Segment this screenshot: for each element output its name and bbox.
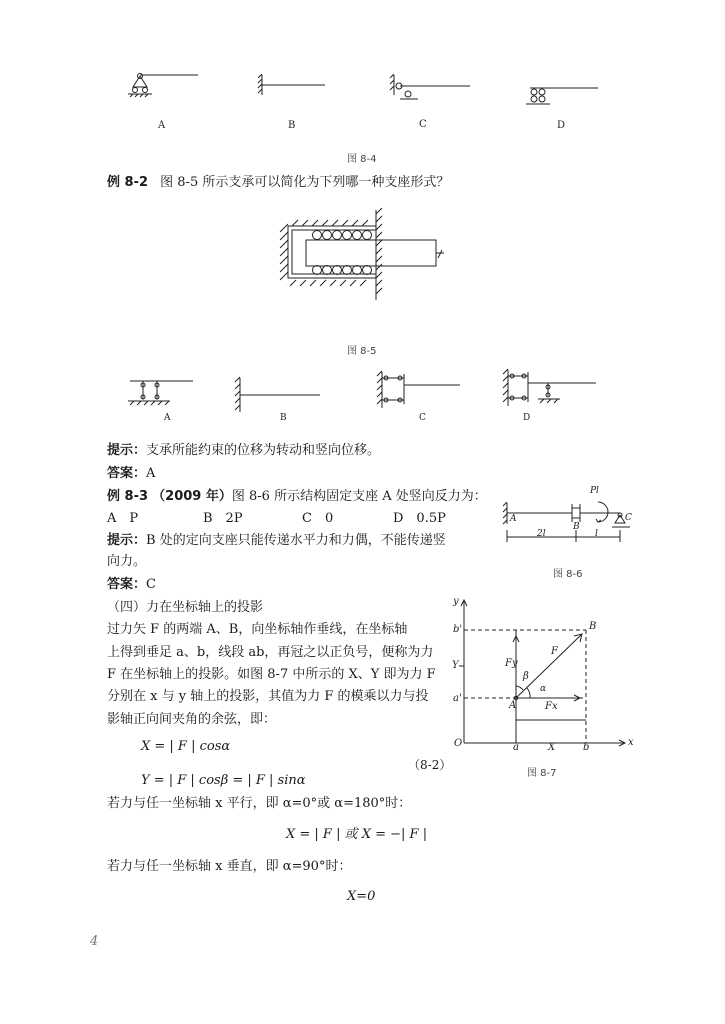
paragraph-line-2: 上得到垂足 a、b，线段 ab，再冠之以正负号，便称为力 — [107, 645, 434, 660]
equation-perpendicular: X=0 — [347, 889, 376, 904]
example-8-2-label: 例 8-2 — [107, 175, 149, 190]
fig86-label-l: l — [595, 529, 598, 539]
fig84-label-c: C — [419, 119, 427, 130]
fig85-opt-d: D — [523, 413, 531, 423]
paragraph-parallel: 若力与任一坐标轴 x 平行，即 α=0°或 α=180°时： — [107, 796, 412, 811]
fig87-y-axis-label: y — [453, 596, 459, 607]
fig85-opt-b: B — [280, 413, 287, 423]
fig87-fy-label: Fy — [505, 658, 518, 669]
answer-2-label: 答案： — [107, 577, 147, 592]
fig87-b-foot-label: b — [583, 742, 590, 753]
fig87-alpha-label: α — [540, 684, 547, 694]
answer-1-label: 答案： — [107, 466, 147, 481]
answer-2-text: C — [146, 577, 156, 592]
hint-2-label: 提示： — [107, 533, 147, 548]
fig87-beta-label: β — [523, 671, 529, 682]
fig84-label-b: B — [288, 120, 296, 131]
example-8-3-label: 例 8-3 — [107, 489, 149, 504]
fig86-label-a: A — [510, 514, 517, 524]
fig87-x-axis-label: x — [628, 737, 634, 748]
fig85-opt-c: C — [419, 413, 426, 423]
fig85-caption: 图 8-5 — [347, 346, 377, 357]
page-number: 4 — [90, 934, 99, 949]
option-d: D 0.5P — [393, 511, 446, 526]
fig86-label-b: B — [573, 522, 580, 532]
hint-2-line1: B 处的定向支座只能传递水平力和力偶，不能传递竖 — [146, 533, 446, 548]
equation-number: （8-2） — [408, 758, 452, 772]
fig86-label-2l: 2l — [537, 529, 546, 539]
paragraph-line-1: 过力矢 F 的两端 A、B，向坐标轴作垂线，在坐标轴 — [107, 622, 408, 637]
paragraph-line-5: 影轴正向间夹角的余弦，即： — [107, 712, 277, 727]
fig84-label-d: D — [557, 120, 566, 131]
fig84-label-a: A — [158, 120, 166, 131]
paragraph-line-4: 分别在 x 与 y 轴上的投影，其值为力 F 的模乘以力与投 — [107, 689, 429, 704]
fig87-b-point-label: B — [589, 621, 597, 632]
example-8-2-text: 图 8-5 所示支承可以简化为下列哪一种支座形式？ — [160, 175, 450, 190]
fig86-caption: 图 8-6 — [553, 569, 583, 580]
option-a: A P — [107, 511, 139, 526]
equation-parallel: X = | F | 或 X = −| F | — [286, 827, 428, 842]
fig86-label-c: C — [625, 513, 632, 523]
paragraph-perpendicular: 若力与任一坐标轴 x 垂直，即 α=90°时： — [107, 859, 352, 874]
hint-2-line2: 向力。 — [107, 554, 147, 569]
fig87-a-prime-label: a' — [453, 693, 462, 704]
equation-x: X = | F | cosα — [141, 739, 231, 754]
equation-y: Y = | F | cosβ = | F | sinα — [141, 773, 306, 788]
fig87-b-prime-label: b' — [453, 624, 463, 635]
fig87-a-foot-label: a — [513, 742, 519, 753]
section-title: （四）力在坐标轴上的投影 — [107, 600, 264, 615]
fig85-opt-a: A — [164, 413, 171, 423]
hint-1-label: 提示： — [107, 443, 147, 458]
fig84-caption: 图 8-4 — [347, 154, 377, 165]
example-8-3-year: （2009 年） — [152, 489, 232, 504]
fig87-x-proj-label: X — [548, 742, 556, 753]
fig87-a-point-label: A — [509, 700, 517, 711]
fig86-label-pl: Pl — [590, 486, 599, 496]
paragraph-line-3: F 在坐标轴上的投影。如图 8-7 中所示的 X、Y 即为力 F — [107, 667, 436, 682]
fig87-caption: 图 8-7 — [527, 768, 557, 779]
example-8-3-text: 图 8-6 所示结构固定支座 A 处竖向反力为： — [231, 489, 487, 504]
option-b: B 2P — [203, 511, 243, 526]
answer-1-text: A — [146, 466, 156, 481]
fig87-y-proj-label: Y — [452, 660, 459, 671]
hint-1-text: 支承所能约束的位移为转动和竖向位移。 — [146, 443, 381, 458]
fig87-fx-label: Fx — [545, 701, 558, 712]
option-c: C 0 — [302, 511, 334, 526]
fig87-origin-label: O — [454, 738, 463, 749]
fig87-f-label: F — [551, 646, 558, 657]
